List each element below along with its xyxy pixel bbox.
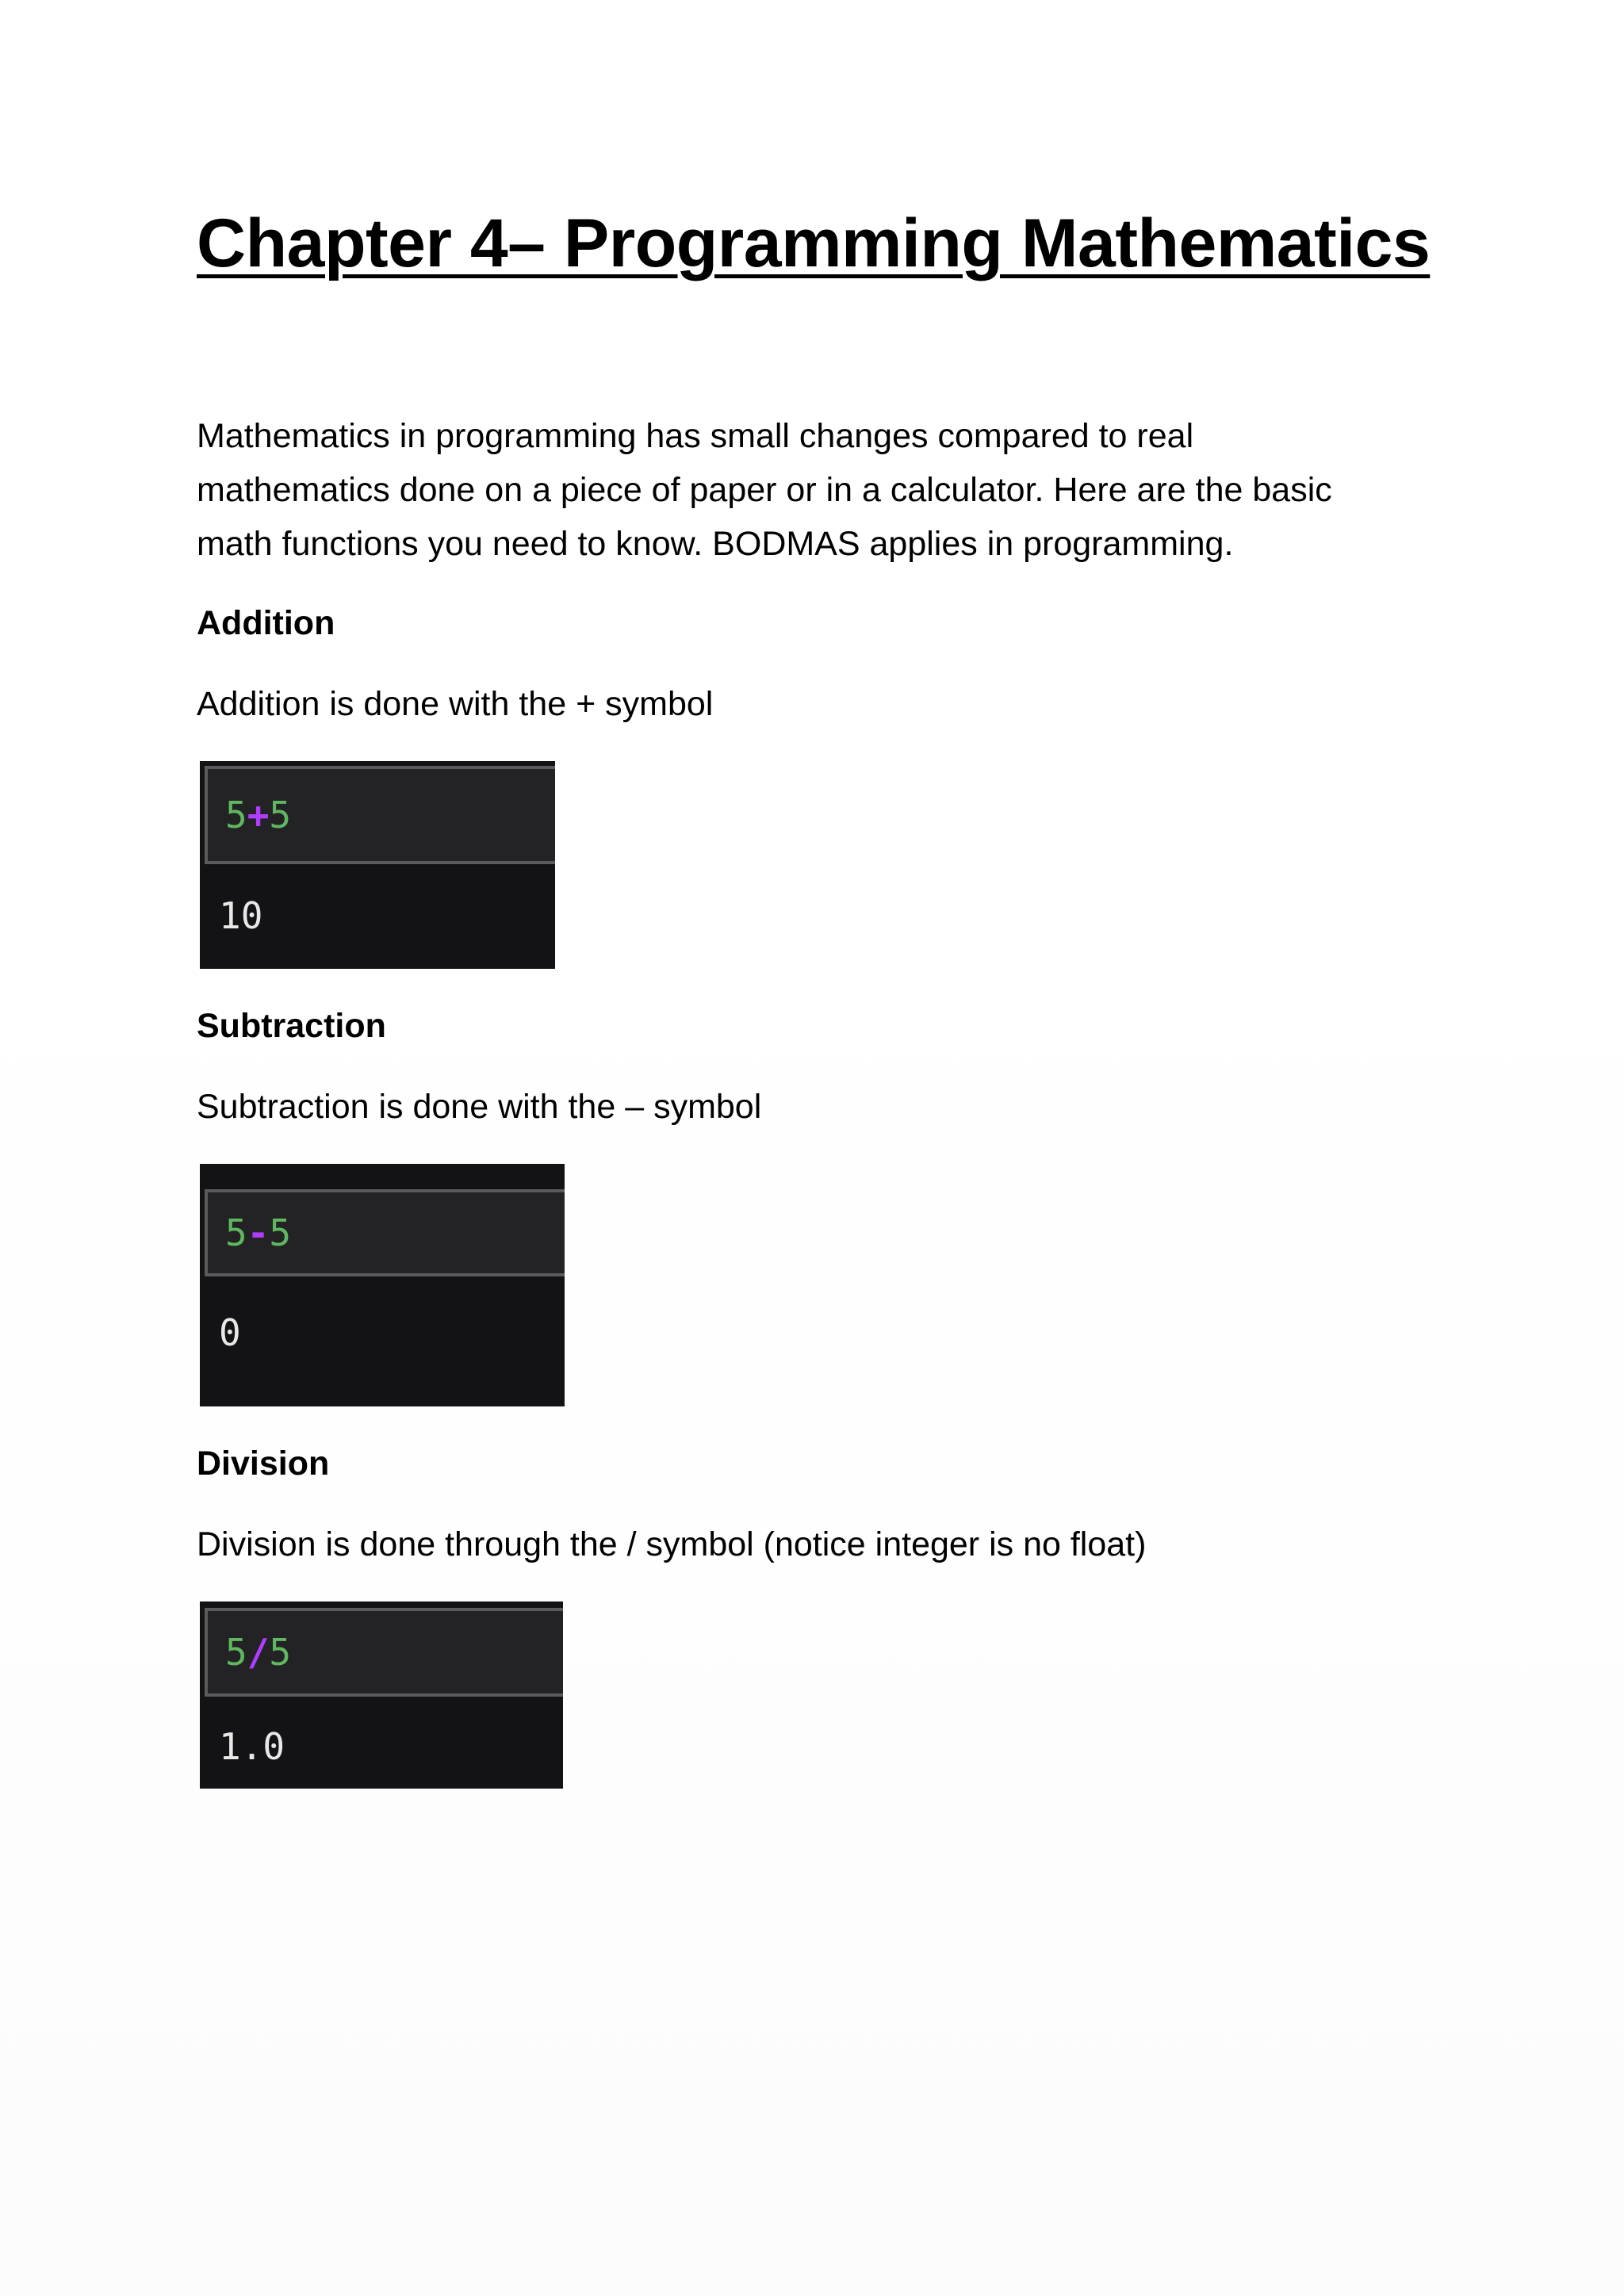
chapter-title: Chapter 4– Programming Mathematics [197,205,1431,281]
section-description-subtraction: Subtraction is done with the – symbol [197,1088,762,1126]
code-input-cell [205,1189,565,1276]
code-example-subtraction [200,1164,565,1406]
section-heading-division: Division [197,1445,330,1483]
code-input-cell [205,1608,563,1697]
operand-left: 5 [225,1631,247,1674]
operator-symbol: / [247,1631,270,1674]
code-input-cell [205,766,555,864]
operand-right: 5 [269,1631,292,1674]
code-example-addition [200,761,555,969]
operator-symbol: - [247,1211,270,1254]
operand-left: 5 [225,1211,247,1254]
section-description-addition: Addition is done with the + symbol [197,685,714,723]
operand-left: 5 [225,794,247,836]
operand-right: 5 [269,1211,292,1254]
section-heading-subtraction: Subtraction [197,1007,386,1045]
section-heading-addition: Addition [197,604,335,642]
section-description-division: Division is done through the / symbol (notice integer is no float) [197,1525,1147,1563]
intro-line: math functions you need to know. BODMAS applies in programming. [197,525,1234,563]
operator-symbol: + [247,794,270,836]
code-output: 10 [219,894,263,937]
code-example-division [200,1601,563,1789]
intro-paragraph [197,409,1434,571]
code-output: 0 [219,1311,241,1354]
operand-right: 5 [269,794,292,836]
intro-line: mathematics done on a piece of paper or in a calculator. Here are the basic [197,471,1332,509]
code-output: 1.0 [219,1725,285,1768]
intro-line: Mathematics in programming has small changes compared to real [197,417,1194,455]
